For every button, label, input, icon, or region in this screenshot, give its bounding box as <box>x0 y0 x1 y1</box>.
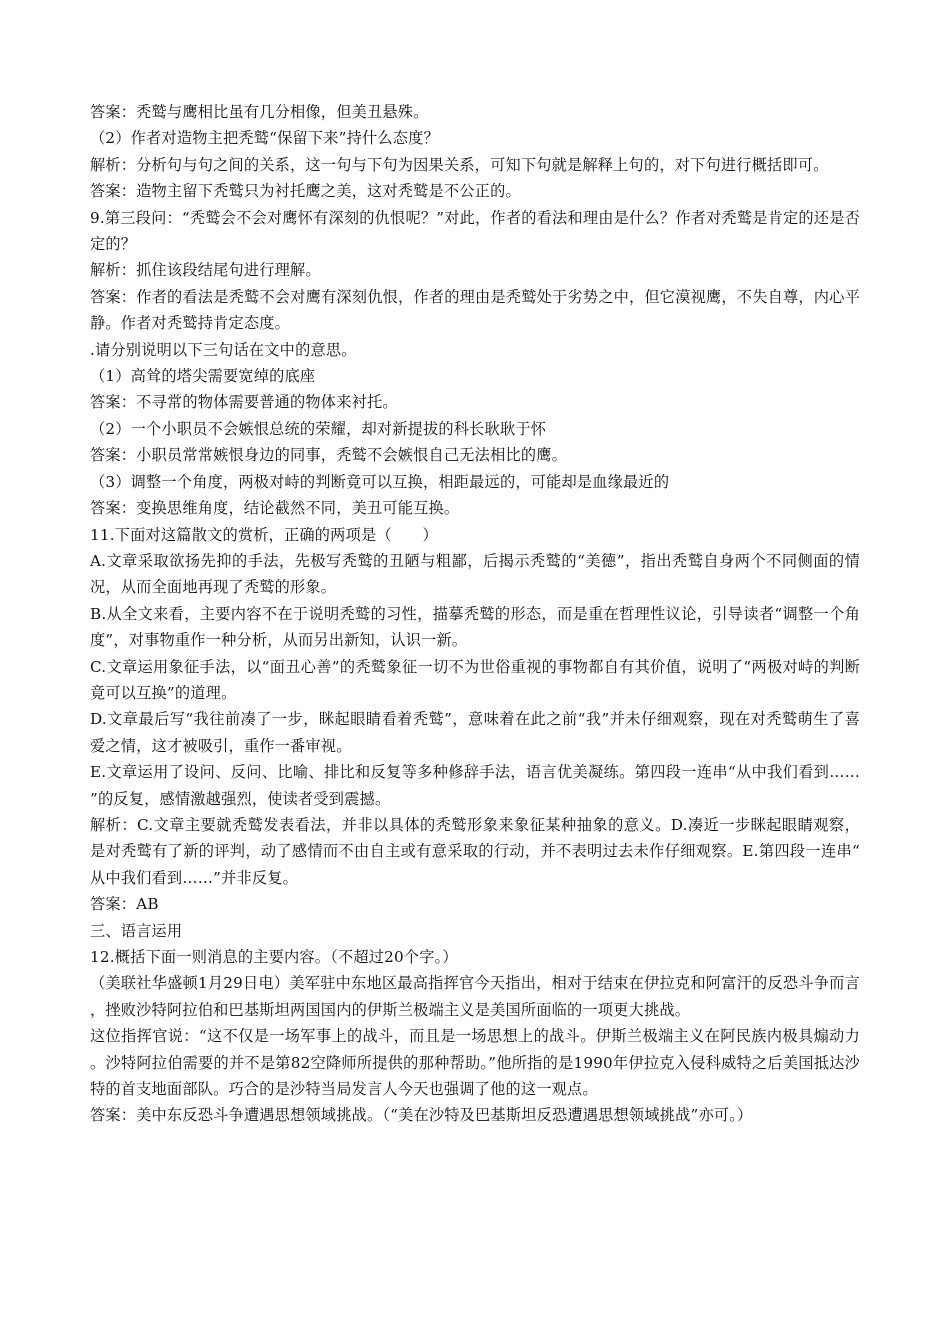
answer-paragraph: 答案：不寻常的物体需要普通的物体来衬托。 <box>90 393 398 412</box>
question-paragraph: 9.第三段问：“秃鹫会不会对鹰怀有深刻的仇恨呢？”对此，作者的看法和理由是什么？作者对秃鹫是肯定的还是否定的？ <box>90 208 860 254</box>
question-paragraph: （2）作者对造物主把秃鹫“保留下来”持什么态度？ <box>90 129 439 148</box>
answer-paragraph: 答案：作者的看法是秃鹫不会对鹰有深刻仇恨，作者的理由是秃鹫处于劣势之中，但它漠视鹰，不失自尊，内心平静。作者对秃鹫持肯定态度。 <box>90 287 860 333</box>
sub-question-paragraph: （3）调整一个角度，两极对峙的判断竟可以互换，相距最远的，可能却是血缘最近的 <box>90 472 670 491</box>
option-paragraph: B.从全文来看，主要内容不在于说明秃鹫的习性，描摹秃鹫的形态，而是重在哲理性议论，引导读者“调整一个角度”，对事物重作一种分析，从而另出新知，认识一新。 <box>90 604 860 650</box>
answer-paragraph: 答案：造物主留下秃鹫只为衬托鹰之美，这对秃鹫是不公正的。 <box>90 182 521 201</box>
news-paragraph: （美联社华盛顿1月29日电）美军驻中东地区最高指挥官今天指出，相对于结束在伊拉克和阿富汗的反恐斗争而言，挫败沙特阿拉伯和巴基斯坦两国国内的伊斯兰极端主义是美国所面临的一项更大挑战。 <box>90 974 860 1019</box>
analysis-paragraph: 解析：抓住该段结尾句进行理解。 <box>90 261 321 280</box>
sub-question-paragraph: （1）高耸的塔尖需要宽绰的底座 <box>90 367 316 386</box>
option-paragraph: E.文章运用了设问、反问、比喻、排比和反复等多种修辞手法，语言优美凝练。第四段一连串“从中我们看到……”的反复，感情激越强烈，使读者受到震撼。 <box>90 763 860 808</box>
answer-paragraph: 答案：变换思维角度，结论截然不同，美丑可能互换。 <box>90 499 460 518</box>
question-paragraph: .请分别说明以下三句话在文中的意思。 <box>90 340 357 359</box>
section-heading: 三、语言运用 <box>90 921 183 940</box>
document-page <box>90 99 860 1129</box>
option-paragraph: D.文章最后写“我往前凑了一步，眯起眼睛看着秃鹫”，意味着在此之前“我”并未仔细观察，现在对秃鹫萌生了喜爱之情，这才被吸引，重作一番审视。 <box>90 710 860 755</box>
option-paragraph: C.文章运用象征手法，以“面丑心善”的秃鹫象征一切不为世俗重视的事物都自有其价值，说明了“两极对峙的判断竟可以互换”的道理。 <box>90 657 860 702</box>
answer-paragraph: 答案：AB <box>90 895 159 914</box>
answer-paragraph: 答案：秃鹫与鹰相比虽有几分相像，但美丑悬殊。 <box>90 103 429 121</box>
sub-question-paragraph: （2）一个小职员不会嫉恨总统的荣耀，却对新提拔的科长耿耿于怀 <box>90 419 547 438</box>
question-paragraph: 11.下面对这篇散文的赏析，正确的两项是（ ） <box>90 525 438 544</box>
analysis-paragraph: 解析：分析句与句之间的关系，这一句与下句为因果关系，可知下句就是解释上句的，对下句进行概括即可。 <box>90 155 829 174</box>
question-paragraph: 12.概括下面一则消息的主要内容。（不超过20个字。） <box>90 948 458 966</box>
news-paragraph: 这位指挥官说：“这不仅是一场军事上的战斗，而且是一场思想上的战斗。伊斯兰极端主义在阿民族内极具煽动力。沙特阿拉伯需要的并不是第82空降师所提供的那种帮助。”他所指的是1990年伊拉克入侵科威特之后美国抵达沙特的首支地面部队。巧合的是沙特当局发言人今天也强调了他的这一观点。 <box>90 1027 860 1099</box>
answer-paragraph: 答案：小职员常常嫉恨身边的同事，秃鹫不会嫉恨自己无法相比的鹰。 <box>90 446 568 465</box>
answer-paragraph: 答案：美中东反恐斗争遭遇思想领域挑战。（“美在沙特及巴基斯坦反恐遭遇思想领域挑战”亦可。） <box>90 1106 753 1125</box>
analysis-paragraph: 解析：C.文章主要就秃鹫发表看法，并非以具体的秃鹫形象来象征某种抽象的意义。D.凑近一步眯起眼睛观察，是对秃鹫有了新的评判，动了感情而不由自主或有意采取的行动，并不表明过去未作仔细观察。E.第四段一连串“从中我们看到……”并非反复。 <box>90 815 860 887</box>
option-paragraph: A.文章采取欲扬先抑的手法，先极写秃鹫的丑陋与粗鄙，后揭示秃鹫的“美德”，指出秃鹫自身两个不同侧面的情况，从而全面地再现了秃鹫的形象。 <box>90 551 860 597</box>
